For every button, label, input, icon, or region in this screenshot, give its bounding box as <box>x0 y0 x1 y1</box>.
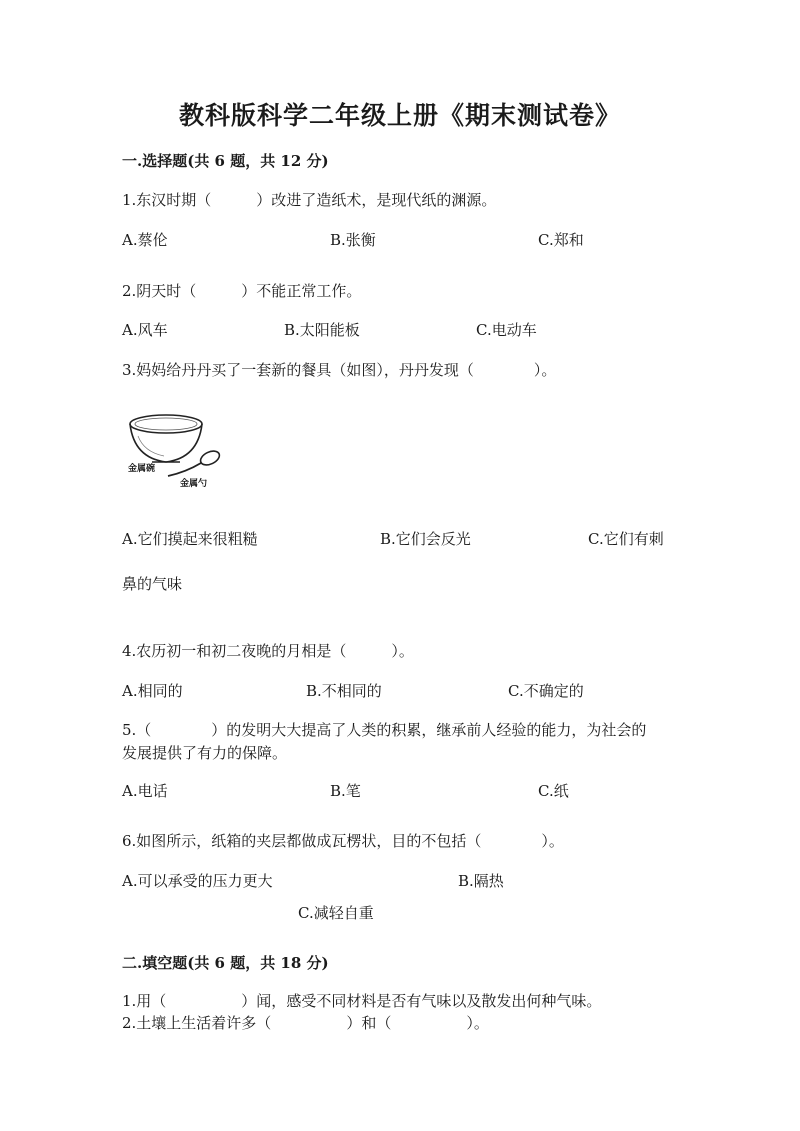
q1-option-b: B.张衡 <box>330 231 376 249</box>
q2-option-a: A.风车 <box>122 321 168 339</box>
q4-option-b: B.不相同的 <box>306 682 382 700</box>
spoon-label: 金属勺 <box>180 479 208 489</box>
question-2: 2.阴天时（ ）不能正常工作。 <box>122 282 362 300</box>
q2-option-c: C.电动车 <box>476 321 537 339</box>
q2-option-b: B.太阳能板 <box>284 321 360 339</box>
q5-option-a: A.电话 <box>122 782 168 800</box>
bowl-label: 金属碗 <box>128 464 156 474</box>
q4-option-c: C.不确定的 <box>508 682 584 700</box>
section-heading-choice: 一.选择题(共 6 题，共 12 分) <box>122 152 329 170</box>
question-1: 1.东汉时期（ ）改进了造纸术，是现代纸的渊源。 <box>122 191 497 209</box>
question-5-line1: 5.（ ）的发明大大提高了人类的积累，继承前人经验的能力，为社会的 <box>122 721 647 739</box>
question-5-line2: 发展提供了有力的保障。 <box>122 744 288 762</box>
q3-option-a: A.它们摸起来很粗糙 <box>122 530 258 548</box>
fill-question-2: 2.土壤上生活着许多（ ）和（ ）。 <box>122 1014 489 1032</box>
q6-option-c: C.减轻自重 <box>298 904 374 922</box>
question-4: 4.农历初一和初二夜晚的月相是（ ）。 <box>122 642 414 660</box>
q5-option-b: B.笔 <box>330 782 361 800</box>
question-3: 3.妈妈给丹丹买了一套新的餐具（如图），丹丹发现（ ）。 <box>122 361 557 379</box>
page-title: 教科版科学二年级上册《期末测试卷》 <box>178 101 621 130</box>
q3-option-c: C.它们有刺 <box>588 530 664 548</box>
tableware-illustration <box>124 410 234 495</box>
q4-option-a: A.相同的 <box>122 682 183 700</box>
q3-option-c-continued: 鼻的气味 <box>122 575 183 593</box>
fill-question-1: 1.用（ ）闻，感受不同材料是否有气味以及散发出何种气味。 <box>122 992 602 1010</box>
q6-option-b: B.隔热 <box>458 872 504 890</box>
bowl-spoon-icon <box>124 410 234 495</box>
q1-option-c: C.郑和 <box>538 231 584 249</box>
q1-option-a: A.蔡伦 <box>122 231 168 249</box>
q5-option-c: C.纸 <box>538 782 569 800</box>
q6-option-a: A.可以承受的压力更大 <box>122 872 273 890</box>
q3-option-b: B.它们会反光 <box>380 530 471 548</box>
question-6: 6.如图所示，纸箱的夹层都做成瓦楞状，目的不包括（ ）。 <box>122 832 564 850</box>
section-heading-fill: 二.填空题(共 6 题，共 18 分) <box>122 954 329 972</box>
